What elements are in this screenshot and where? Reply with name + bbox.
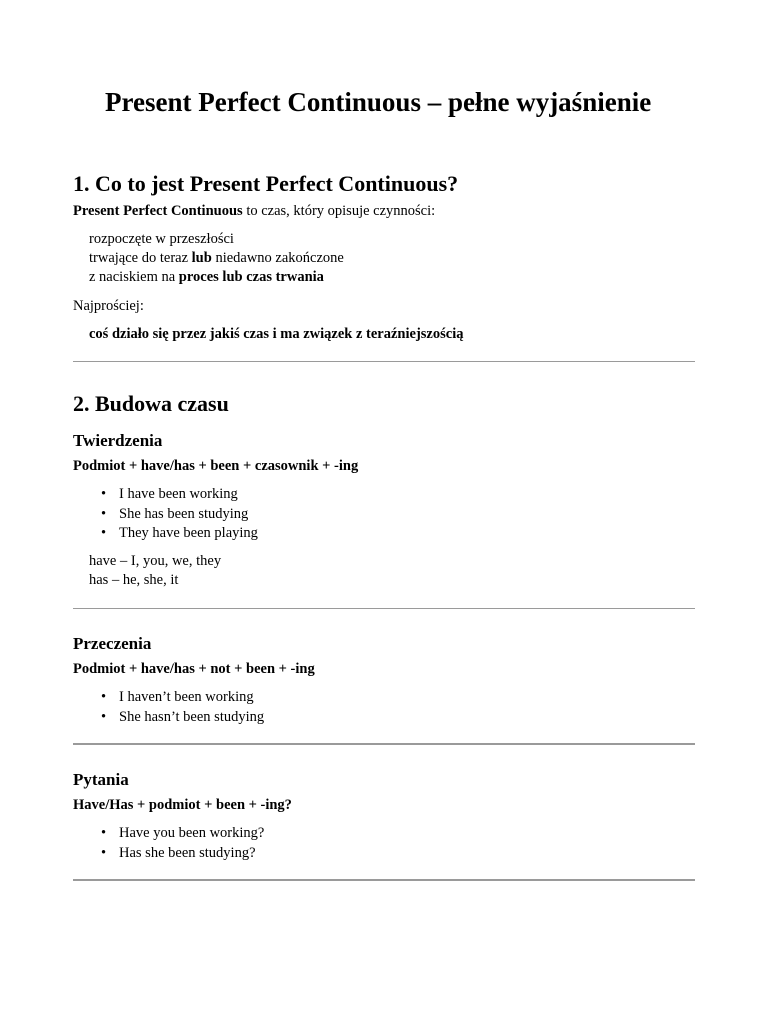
negative-heading: Przeczenia xyxy=(73,634,152,653)
simplest-text xyxy=(89,325,463,344)
bullet-icon: • xyxy=(101,525,107,541)
list-item xyxy=(101,708,264,728)
list-item xyxy=(101,485,258,505)
example-text: They have been playing xyxy=(119,525,258,541)
divider-2 xyxy=(73,608,695,609)
list-item xyxy=(101,688,264,708)
questions-formula-bold: Have/Has + podmiot + been + -ing? xyxy=(73,797,292,813)
bullet-icon: • xyxy=(101,689,107,705)
affirmative-formula xyxy=(73,457,358,476)
use-line-2-pre: trwające do teraz xyxy=(89,250,192,266)
section1-intro xyxy=(73,202,435,221)
simplest-text-bold: coś działo się przez jakiś czas i ma związek z teraźniejszością xyxy=(89,326,464,342)
use-line-2-bold: lub xyxy=(191,250,212,266)
page-title: Present Perfect Continuous – pełne wyjaśnienie xyxy=(105,87,652,117)
section2-heading: 2. Budowa czasu xyxy=(73,391,229,416)
intro-bold-term: Present Perfect Continuous xyxy=(73,203,243,219)
bullet-icon: • xyxy=(101,708,107,725)
questions-heading: Pytania xyxy=(73,770,129,789)
questions-examples xyxy=(101,824,264,863)
affirmative-formula-bold: Podmiot + have/has + been + czasownik + -ing xyxy=(73,458,359,474)
use-line-3-pre: z naciskiem na xyxy=(89,269,179,285)
note-have: have – I, you, we, they xyxy=(89,553,222,569)
use-line-1: rozpoczęte w przeszłości xyxy=(89,231,234,247)
affirmative-heading: Twierdzenia xyxy=(73,431,163,450)
use-line-2-post: niedawno zakończone xyxy=(211,250,344,266)
use-line-3-bold: proces lub czas trwania xyxy=(178,269,324,285)
negative-formula-bold: Podmiot + have/has + not + been + -ing xyxy=(73,661,315,677)
example-text: I haven’t been working xyxy=(119,689,254,705)
use-line-3 xyxy=(89,268,324,287)
example-text: I have been working xyxy=(119,486,238,502)
example-text: Has she been studying? xyxy=(119,844,256,861)
use-line-2 xyxy=(89,249,344,268)
bullet-icon: • xyxy=(101,825,107,841)
list-item xyxy=(101,505,258,525)
divider-1 xyxy=(73,361,695,362)
negative-formula xyxy=(73,660,315,679)
bullet-icon: • xyxy=(101,844,107,861)
divider-4 xyxy=(73,879,695,881)
intro-rest: to czas, który opisuje czynności: xyxy=(242,203,436,219)
example-text: She hasn’t been studying xyxy=(119,708,265,725)
negative-examples xyxy=(101,688,264,727)
note-has: has – he, she, it xyxy=(89,572,179,588)
list-item xyxy=(101,824,264,844)
affirmative-examples xyxy=(101,485,258,544)
divider-3 xyxy=(73,743,695,745)
questions-formula xyxy=(73,796,292,815)
simplest-label: Najprościej: xyxy=(73,298,144,314)
list-item xyxy=(101,524,258,544)
list-item xyxy=(101,844,264,864)
example-text: She has been studying xyxy=(119,505,249,522)
section1-heading: 1. Co to jest Present Perfect Continuous? xyxy=(73,171,459,196)
example-text: Have you been working? xyxy=(119,825,265,841)
bullet-icon: • xyxy=(101,486,107,502)
bullet-icon: • xyxy=(101,505,107,522)
